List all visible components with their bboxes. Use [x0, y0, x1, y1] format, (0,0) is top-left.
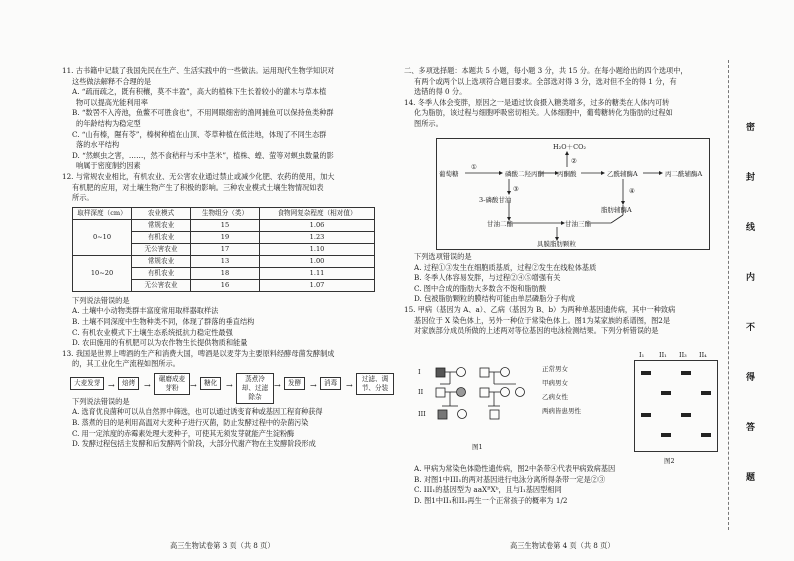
- q12-option-a: A. 土壤中小动物类群丰富度常用取样器取样法: [72, 306, 219, 316]
- lane-label: I₁: [639, 351, 645, 359]
- lipoprotein-node: 具膜脂肪颗粒: [537, 240, 576, 248]
- table-cell: 13: [191, 255, 260, 267]
- figure-caption: 图2: [664, 457, 675, 465]
- seal-dashed-line: [728, 60, 729, 530]
- h2o-co2-node: H₂O＋CO₂: [553, 143, 587, 151]
- q15-option-b: B. 对图1中III₁的两对基因进行电泳分离所得条带一定是②③: [414, 474, 606, 484]
- q12-option-c: C. 有机农业模式下土壤生态系统抵抗力稳定性最强: [72, 327, 233, 337]
- table-row: [73, 255, 375, 267]
- malonyl-coa-node: 丙二酰辅酶A: [665, 170, 703, 178]
- q11-option-c: C. “山有榛，隰有苓”，榛树种植在山顶、苓草种植在低洼地，体现了不同生态群: [72, 129, 327, 139]
- flow-step: 焙烤: [118, 377, 139, 390]
- q12-stem: 12. 与常规农业相比，有机农业、无公害农业通过禁止或减少化肥、农药的使用，加大: [62, 171, 335, 181]
- gel-band: [641, 413, 651, 417]
- q14-option-c: C. 图中合成的脂肪大多数含不饱和脂肪酸: [414, 283, 547, 293]
- table-cell: 1.11: [260, 267, 375, 279]
- pedigree-chart: [416, 362, 556, 452]
- gel-band: [641, 371, 651, 375]
- q15-stem: 对家族部分成员所做的上述两对等位基因的电泳检测结果。下列分析错误的是: [414, 326, 659, 336]
- flow-step: 过滤、调节、分装: [356, 373, 394, 395]
- seal-char: 线: [746, 223, 756, 233]
- q12-option-b: B. 土壤不同深度中生物种类不同，体现了群落的垂直结构: [72, 316, 255, 326]
- q11-stem: 11. 古书籍中记载了我国先民在生产、生活实践中的一些做法。运用现代生物学知识对: [62, 66, 335, 75]
- legend-item: 正常男女: [542, 365, 568, 373]
- flow-step: 发酵: [284, 377, 305, 390]
- q11-option-b: 的年龄结构为稳定型: [76, 118, 141, 128]
- figure-caption: 图1: [472, 443, 483, 451]
- table-cell: 1.07: [260, 279, 375, 291]
- flow-step: 蒸煮冷却、过滤除杂: [236, 373, 274, 404]
- gel-band: [681, 413, 691, 417]
- step-label: ①: [471, 163, 477, 171]
- section-heading: 选错的得 0 分。: [414, 87, 467, 97]
- q15-option-a: A. 甲病为常染色体隐性遗传病，图2中条带④代表甲病致病基因: [414, 464, 616, 473]
- arrow-right-icon: →: [226, 380, 233, 390]
- seal-char: 不: [746, 323, 756, 333]
- table-cell-depth: 0~10: [73, 219, 132, 255]
- table-row: [73, 219, 375, 231]
- right-column: [404, 66, 714, 130]
- q13-option-c: C. 用一定浓度的赤霉素处理大麦种子，可使其无须发芽就能产生淀粉酶: [72, 428, 295, 438]
- legend-item: 两病皆患男性: [542, 407, 581, 415]
- seal-char: 密: [746, 123, 756, 133]
- lane-label: II₄: [699, 351, 707, 359]
- step-label: ④: [629, 187, 635, 195]
- fatty-acyl-coa-node: 脂肪辅酶A: [601, 206, 632, 214]
- q14-options: [404, 252, 714, 337]
- section-heading: 有两个或两个以上选项符合题目要求。全部选对得 3 分，选对但不全的得 1 分，有: [414, 76, 677, 86]
- q14-stem: 14. 冬季人体会变胖，原因之一是通过饮食摄入糖类增多，过多的糖类在人体内可转: [404, 97, 670, 107]
- page-footer-right: 高三生物试卷第 4 页（共 8 页）: [510, 541, 615, 550]
- lane-label: II₁: [659, 351, 667, 359]
- generation-label: I: [418, 368, 421, 376]
- step-label: ③: [513, 185, 519, 193]
- gel-band: [701, 433, 711, 437]
- flow-step: 碾磨成麦芽粉: [154, 373, 190, 395]
- q15-options: [404, 464, 714, 506]
- seal-char: 封: [746, 173, 756, 183]
- arrow-right-icon: →: [108, 380, 115, 390]
- phosphoglycerol-node: 3-磷酸甘油: [479, 196, 512, 204]
- dhap-node: 磷酸二羟丙酮: [505, 170, 544, 178]
- flow-step: 消毒: [320, 377, 341, 390]
- flow-step: 大麦发芽: [70, 377, 104, 390]
- q11-option-b: B. “数罟不入洿池，鱼鳖不可胜食也”，不用网眼细密的渔网捕鱼可以保持鱼类种群: [72, 108, 334, 118]
- acetyl-coa-node: 乙酰辅酶A: [607, 170, 638, 178]
- gel-band: [681, 371, 691, 375]
- table-cell: 1.10: [260, 243, 375, 255]
- table-cell: 17: [191, 243, 260, 255]
- table-cell: 无公害农业: [132, 279, 191, 291]
- q11-stem: 这些做法解释不合理的是: [72, 76, 152, 86]
- q12-stem: 所示。: [72, 193, 94, 203]
- q14-stem: 图所示。: [414, 118, 443, 128]
- generation-label: II: [418, 388, 424, 396]
- table-cell: 有机农业: [132, 267, 191, 279]
- table-cell: 1.23: [260, 231, 375, 243]
- table-header: 食物网复杂程度（相对值）: [260, 207, 375, 219]
- flow-step: 糖化: [200, 377, 221, 390]
- table-cell-depth: 10~20: [73, 255, 132, 291]
- fat-synthesis-diagram: [436, 138, 710, 250]
- q13-option-b: B. 蒸煮的目的是利用高温对大麦种子进行灭菌，防止发酵过程中的杂菌污染: [72, 418, 309, 428]
- legend-item: 甲病男女: [542, 379, 568, 387]
- gel-band: [701, 391, 711, 395]
- soil-table: [72, 207, 375, 292]
- q13-stem: 13. 我国是世界上啤酒的生产和消费大国，啤酒是以麦芽为主要原料经酵母菌发酵制成: [62, 348, 335, 358]
- diagram-arrows: [437, 139, 709, 249]
- lane-label: II₃: [679, 351, 687, 359]
- gel-band: [661, 433, 671, 437]
- page-footer-left: 高三生物试卷第 3 页（共 8 页）: [170, 541, 275, 550]
- step-label: ②: [571, 157, 577, 165]
- q11-option-c: 落的水平结构: [76, 140, 120, 150]
- triglyceride-node: 甘油三酯: [565, 220, 591, 228]
- table-cell: 19: [191, 231, 260, 243]
- q12-lead: 下列说法错误的是: [72, 295, 130, 305]
- table-cell: 15: [191, 219, 260, 231]
- q14-option-d: D. 包被脂肪颗粒的膜结构可能由单层磷脂分子构成: [414, 294, 576, 304]
- q13-option-a: A. 选育优良菌种可以从自然界中筛选，也可以通过诱变育种或基因工程育种获得: [72, 407, 323, 417]
- q11-option-d: D. “然螟虫之害，……，然不食秸秆与禾中茎米”，植株、蝗、萤等对螟虫数量的影: [72, 150, 334, 160]
- q13-option-d: D. 发酵过程包括主发酵和后发酵两个阶段，大部分代谢产物在主发酵阶段形成: [72, 439, 316, 449]
- q11-option-a: 物可以提高光能利用率: [76, 97, 148, 107]
- q15-stem: 15. 甲病（基因为 A、a）、乙病（基因为 B、b）为两种单基因遗传病，其中一种致病: [404, 304, 676, 314]
- q13-lead: 下列说法错误的是: [72, 396, 130, 406]
- table-cell: 16: [191, 279, 260, 291]
- generation-label: III: [418, 410, 426, 418]
- table-cell: 18: [191, 267, 260, 279]
- q11-option-a: A. “疏而疏之，既有积穰，莫不丰盈”，高大的植株下生长着较小的灌木与草本植: [72, 87, 327, 97]
- q13-stem: 的，其工业化生产流程如图所示。: [72, 359, 180, 369]
- table-cell: 常规农业: [132, 255, 191, 267]
- q14-stem: 化为脂肪，该过程与细胞呼吸密切相关。人体细胞中，葡萄糖转化为脂肪的过程如: [414, 108, 673, 118]
- q15-option-c: C. III₁的基因型为 aaXᴮXᵇ，且与I₁基因型相同: [414, 485, 562, 495]
- q15-stem: 基因位于 X 染色体上，另外一种位于常染色体上。图1为某家族的系谱图，图2是: [414, 315, 671, 325]
- table-header: 农业模式: [132, 207, 191, 219]
- arrow-right-icon: →: [144, 380, 151, 390]
- left-column: [62, 66, 402, 450]
- pyruvate-node: 丙酮酸: [557, 170, 577, 178]
- q11-option-d: 响属于密度制约因素: [76, 161, 141, 171]
- seal-line-margin: [720, 0, 794, 561]
- seal-char: 得: [746, 373, 756, 383]
- table-header: 取样深度（cm）: [73, 207, 132, 219]
- seal-char: 答: [746, 423, 756, 433]
- table-header-row: [73, 207, 375, 219]
- table-cell: 1.06: [260, 219, 375, 231]
- pedigree-figure: [416, 362, 624, 458]
- table-cell: 无公害农业: [132, 243, 191, 255]
- q12-stem: 有机肥的应用，对土壤生物产生了积极的影响。三种农业模式土壤生物情况如表: [72, 182, 324, 192]
- seal-char: 内: [746, 273, 756, 283]
- section-heading: 二、多项选择题：本题共 5 小题，每小题 3 分，共 15 分。在每小题给出的四个选项中，: [404, 66, 688, 75]
- gel-band: [661, 391, 671, 395]
- diglyceride-node: 甘油二酯: [487, 220, 513, 228]
- q14-option-b: B. 冬季人体容易发胖，与过程②④⑤增强有关: [414, 273, 561, 283]
- q14-option-a: A. 过程①③发生在细胞质基质，过程②发生在线粒体基质: [414, 262, 597, 272]
- legend-item: 乙病女性: [542, 393, 568, 401]
- seal-char: 题: [746, 473, 756, 483]
- electrophoresis-gel: [634, 351, 718, 452]
- arrow-right-icon: →: [310, 380, 317, 390]
- table-cell: 1.00: [260, 255, 375, 267]
- table-cell: 常规农业: [132, 219, 191, 231]
- glucose-node: 葡萄糖: [439, 170, 459, 178]
- q12-option-d: D. 农田施用的有机肥可以为农作物生长提供物质和能量: [72, 338, 248, 348]
- arrow-right-icon: →: [346, 380, 353, 390]
- q14-lead: 下列选项错误的是: [414, 252, 472, 261]
- arrow-right-icon: →: [190, 380, 197, 390]
- table-cell: 有机农业: [132, 231, 191, 243]
- table-header: 生物组分（类）: [191, 207, 260, 219]
- arrow-right-icon: →: [274, 380, 281, 390]
- q15-option-d: D. 图1中II₁和II₂再生一个正常孩子的概率为 1/2: [414, 495, 568, 505]
